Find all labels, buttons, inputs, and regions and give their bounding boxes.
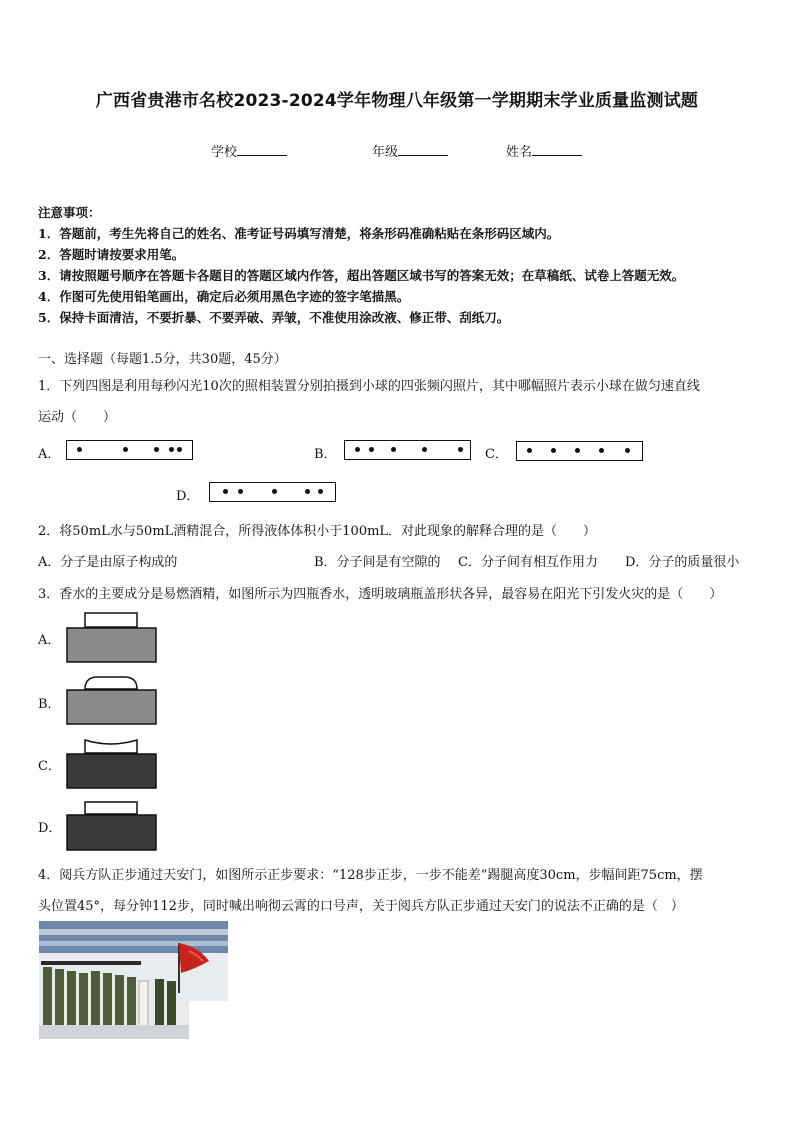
grade-label: 年级 [372, 145, 399, 160]
ball-dot [355, 447, 360, 452]
q1-stem-line2: 运动（ ） [38, 410, 117, 425]
ball-dot [527, 448, 532, 453]
q1-option-b-photo[interactable] [344, 440, 471, 460]
q3-option-d-label[interactable]: D． [38, 821, 62, 836]
q1-option-c-label[interactable]: C． [485, 447, 508, 462]
page-title: 广西省贵港市名校2023-2024学年物理八年级第一学期期末学业质量监测试题 [95, 91, 699, 111]
ball-dot [318, 489, 323, 494]
name-label: 姓名 [506, 145, 533, 160]
ball-dot [154, 447, 159, 452]
note-item: 2．答题时请按要求用笔。 [38, 247, 185, 262]
grade-field [372, 141, 448, 160]
perfume-bottle-b-icon[interactable] [66, 674, 158, 726]
q1-option-d-label[interactable]: D． [176, 489, 200, 504]
school-label: 学校 [211, 145, 238, 160]
q3-option-b-label[interactable]: B． [38, 697, 61, 712]
note-item: 3．请按照题号顺序在答题卡各题目的答题区域内作答，超出答题区域书写的答案无效；在草稿纸、试卷上答题无效。 [38, 268, 685, 283]
q1-stem-line1: 1．下列四图是利用每秒闪光10次的照相装置分别拍摄到小球的四张频闪照片，其中哪幅照片表示小球在做匀速直线 [38, 379, 700, 394]
q1-option-a-label[interactable]: A． [38, 447, 61, 462]
ball-dot [422, 447, 427, 452]
q4-stem-line1: 4．阅兵方队正步通过天安门，如图所示正步要求：“128步正步，一步不能差”踢腿高度30cm，步幅间距75cm，摆 [38, 868, 703, 883]
ball-dot [77, 447, 82, 452]
name-field [506, 141, 582, 160]
ball-dot [238, 489, 243, 494]
school-blank[interactable] [237, 143, 287, 156]
q1-option-c-photo[interactable] [516, 441, 643, 461]
grade-blank[interactable] [398, 143, 448, 156]
ball-dot [169, 447, 174, 452]
note-item: 5．保持卡面清洁，不要折暴、不要弄破、弄皱，不准使用涂改液、修正带、刮纸刀。 [38, 310, 510, 325]
notes-heading: 注意事项： [38, 205, 101, 220]
ball-dot [625, 448, 630, 453]
name-blank[interactable] [532, 143, 582, 156]
school-field [211, 141, 287, 160]
parade-soldiers-image [39, 921, 228, 1039]
ball-dot [599, 448, 604, 453]
q2-option-a[interactable]: A．分子是由原子构成的 [38, 555, 178, 570]
ball-dot [551, 448, 556, 453]
q3-option-a-label[interactable]: A． [38, 633, 61, 648]
q1-option-b-label[interactable]: B． [314, 447, 337, 462]
ball-dot [223, 489, 228, 494]
perfume-bottle-c-icon[interactable] [66, 738, 158, 790]
q3-stem: 3．香水的主要成分是易燃酒精，如图所示为四瓶香水，透明玻璃瓶盖形状各异，最容易在阳光下引发火灾的是（ ） [38, 587, 723, 602]
ball-dot [305, 489, 310, 494]
ball-dot [575, 448, 580, 453]
q3-option-c-label[interactable]: C． [38, 759, 61, 774]
note-item: 4．作图可先使用铅笔画出，确定后必须用黑色字迹的签字笔描黑。 [38, 289, 410, 304]
q2-stem: 2．将50mL水与50mL酒精混合，所得液体体积小于100mL．对此现象的解释合理的是（ ） [38, 524, 597, 539]
ball-dot [369, 447, 374, 452]
ball-dot [272, 489, 277, 494]
q1-option-d-photo[interactable] [209, 482, 336, 502]
parade-photo [39, 921, 228, 1039]
q2-option-c[interactable]: C．分子间有相互作用力 [458, 555, 598, 570]
section-heading: 一、选择题（每题1.5分，共30题，45分） [38, 352, 287, 367]
perfume-bottle-a-icon[interactable] [66, 612, 158, 664]
perfume-bottle-d-icon[interactable] [66, 800, 158, 852]
q2-option-d[interactable]: D．分子的质量很小 [625, 555, 740, 570]
ball-dot [177, 447, 182, 452]
ball-dot [123, 447, 128, 452]
q1-option-a-photo[interactable] [66, 440, 193, 460]
ball-dot [458, 447, 463, 452]
q2-option-b[interactable]: B．分子间是有空隙的 [314, 555, 441, 570]
ball-dot [391, 447, 396, 452]
q4-stem-line2: 头位置45°，每分钟112步，同时喊出响彻云霄的口号声，关于阅兵方队正步通过天安门的说法不正确的是（ ） [38, 899, 684, 914]
note-item: 1．答题前，考生先将自己的姓名、准考证号码填写清楚，将条形码准确粘贴在条形码区域内。 [38, 226, 560, 241]
